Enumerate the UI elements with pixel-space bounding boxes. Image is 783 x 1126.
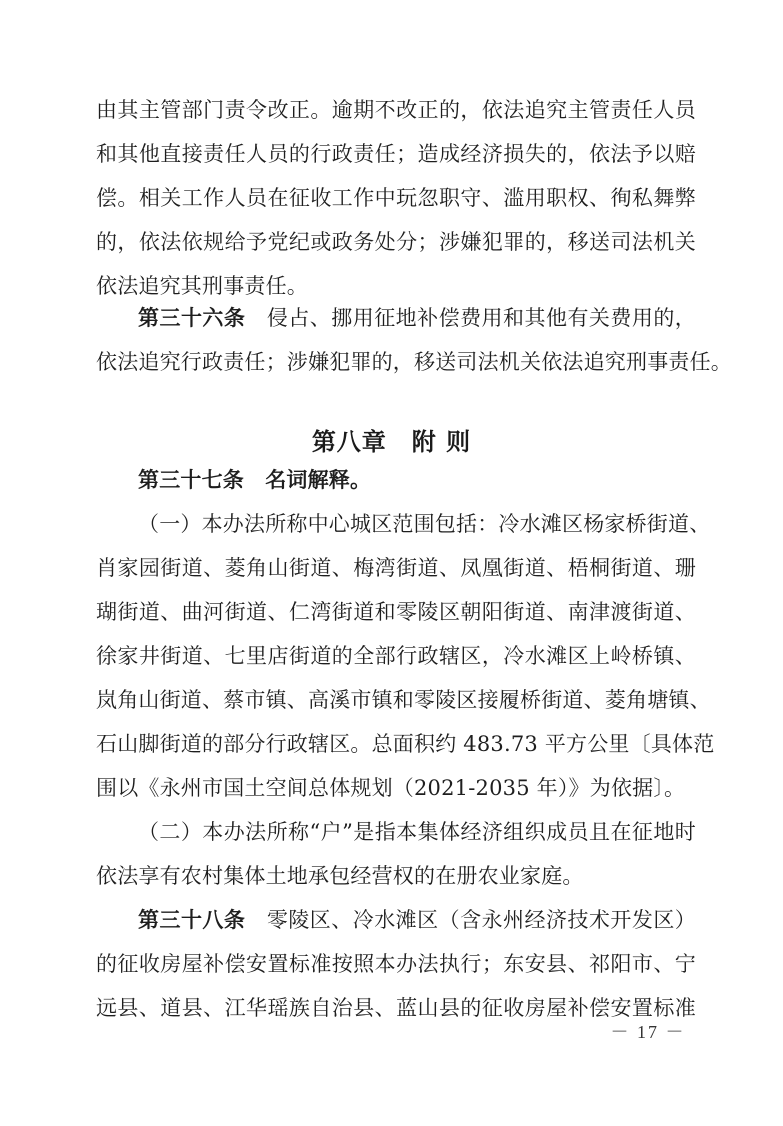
article-38-continuation: 的征收房屋补偿安置标准按照本办法执行；东安县、祁阳市、宁	[96, 952, 696, 976]
article-36-continuation: 依法追究行政责任；涉嫌犯罪的，移送司法机关依法追究刑事责任。	[96, 350, 732, 374]
definition-2-line: （二）本办法所称“户”是指本集体经济组织成员且在征地时	[138, 820, 696, 844]
definition-1-line: 岚角山街道、蔡市镇、高溪市镇和零陵区接履桥街道、菱角塘镇、	[96, 688, 711, 712]
body-text-line: 依法追究其刑事责任。	[96, 274, 308, 298]
definition-1-line: （一）本办法所称中心城区范围包括：冷水滩区杨家桥街道、	[138, 512, 711, 536]
definition-1-line: 徐家井街道、七里店街道的全部行政辖区，冷水滩区上岭桥镇、	[96, 644, 696, 668]
article-36-first-line	[138, 296, 696, 340]
article-36-text: 侵占、挪用征地补偿费用和其他有关费用的，	[266, 306, 697, 330]
definition-1-line: 肖家园街道、菱角山街道、梅湾街道、凤凰街道、梧桐街道、珊	[96, 556, 696, 580]
chapter-title: 第八章 附 则	[311, 428, 472, 456]
article-38-first-line	[138, 898, 696, 942]
article-37-label: 第三十七条	[138, 467, 244, 492]
article-37-line	[138, 458, 696, 502]
body-text-line: 偿。相关工作人员在征收工作中玩忽职守、滥用职权、徇私舞弊	[96, 186, 696, 210]
definition-1-line: 石山脚街道的部分行政辖区。总面积约 483.73 平方公里〔具体范	[96, 732, 715, 756]
body-text-line: 和其他直接责任人员的行政责任；造成经济损失的，依法予以赔	[96, 142, 696, 166]
definition-1-line: 围以《永州市国土空间总体规划（2021-2035 年）》为依据〕。	[96, 776, 686, 800]
article-36-label: 第三十六条	[138, 305, 246, 330]
article-38-label: 第三十八条	[138, 907, 246, 932]
definition-1-line: 瑚街道、曲河街道、仁湾街道和零陵区朝阳街道、南津渡街道、	[96, 600, 696, 624]
body-text-line: 的，依法依规给予党纪或政务处分；涉嫌犯罪的，移送司法机关	[96, 230, 696, 254]
body-text-line: 由其主管部门责令改正。逾期不改正的，依法追究主管责任人员	[96, 98, 696, 122]
article-38-continuation: 远县、道县、江华瑶族自治县、蓝山县的征收房屋补偿安置标准	[96, 996, 696, 1020]
article-38-text: 零陵区、冷水滩区（含永州经济技术开发区）	[266, 908, 697, 932]
page-number: － 17 －	[610, 1022, 686, 1042]
definition-2-line: 依法享有农村集体土地承包经营权的在册农业家庭。	[96, 864, 584, 888]
article-37-text: 名词解释。	[265, 467, 372, 492]
